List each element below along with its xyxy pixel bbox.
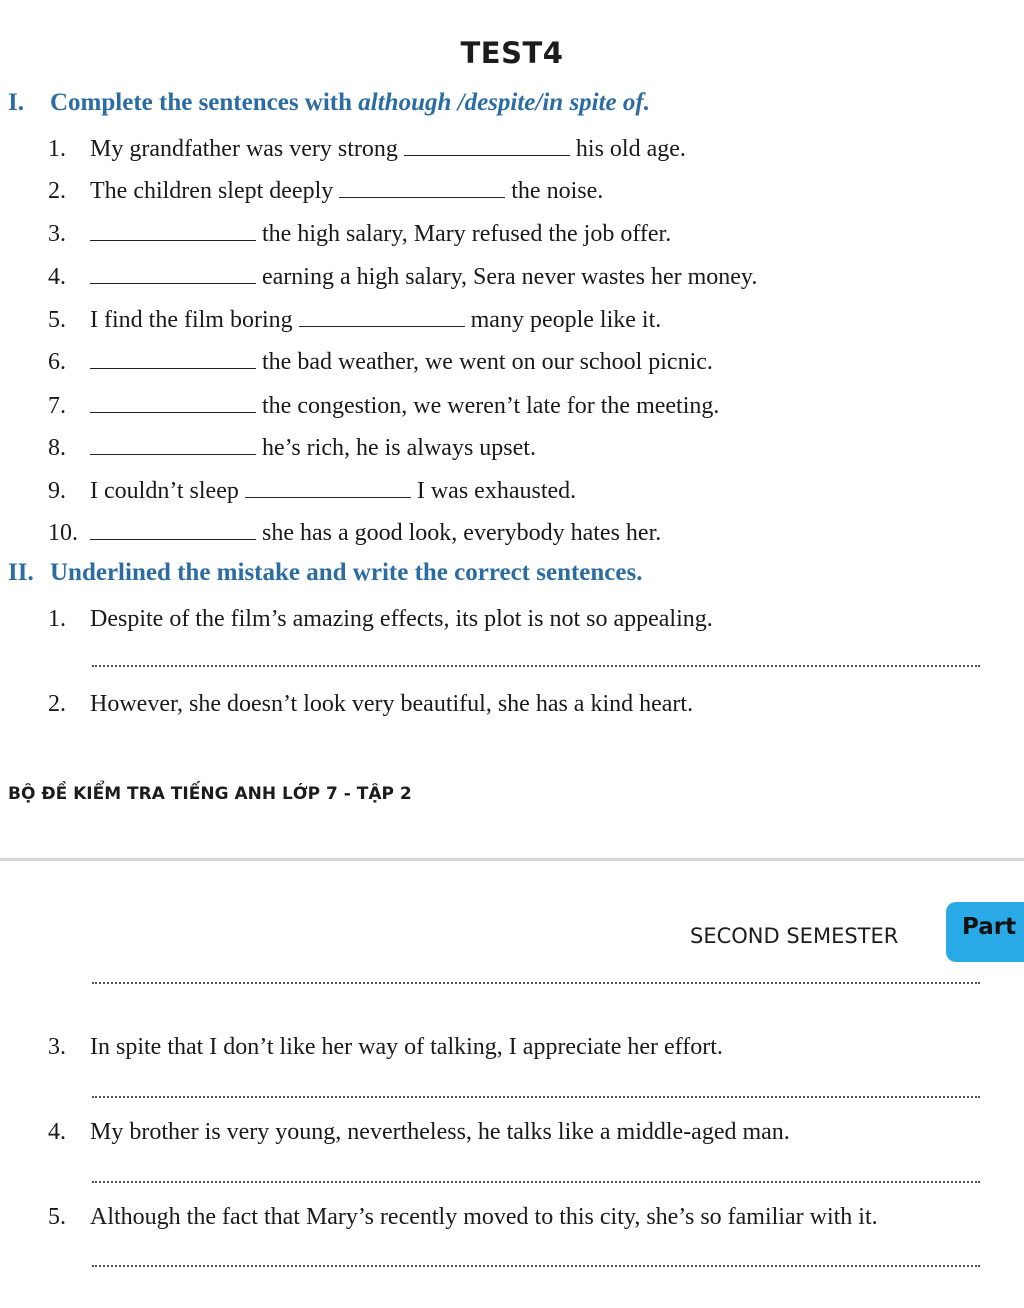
question-text-after: the congestion, we weren’t late for the meeting. xyxy=(262,393,720,419)
correction-question-5 xyxy=(48,1202,878,1232)
correction-question-4 xyxy=(48,1117,790,1147)
question-number: 9. xyxy=(48,478,66,504)
answer-blank xyxy=(90,411,256,413)
semester-header: SECOND SEMESTER xyxy=(690,924,899,948)
section-2-number: II. xyxy=(8,559,34,586)
fill-question-8 xyxy=(48,433,536,463)
question-number: 3. xyxy=(48,221,66,247)
question-number: 2. xyxy=(48,178,66,204)
page-break-divider xyxy=(0,858,1024,861)
answer-line xyxy=(92,982,980,984)
answer-line xyxy=(92,1265,980,1267)
question-text-after: his old age. xyxy=(575,136,686,162)
question-text-after: I was exhausted. xyxy=(416,478,577,504)
question-text-after: earning a high salary, Sera never wastes her money. xyxy=(262,264,758,290)
section-1-heading xyxy=(8,89,650,117)
fill-question-4 xyxy=(48,262,757,292)
question-number: 4. xyxy=(48,264,66,290)
question-number: 1. xyxy=(48,606,66,632)
question-text-before: I couldn’t sleep xyxy=(90,478,239,504)
question-text-before: I find the film boring xyxy=(90,307,293,333)
fill-question-9 xyxy=(48,476,576,506)
section-2-heading xyxy=(8,559,642,587)
answer-blank xyxy=(90,453,256,455)
question-text-after: many people like it. xyxy=(470,307,662,333)
fill-question-5 xyxy=(48,305,661,335)
question-text-before: The children slept deeply xyxy=(90,178,334,204)
answer-line xyxy=(92,1096,980,1098)
question-number: 6. xyxy=(48,349,66,375)
question-number: 4. xyxy=(48,1119,66,1145)
question-text: In spite that I don’t like her way of talking, I appreciate her effort. xyxy=(90,1034,723,1060)
test-title: TEST4 xyxy=(460,36,564,70)
answer-line xyxy=(92,1181,980,1183)
question-text-after: the noise. xyxy=(511,178,604,204)
question-number: 2. xyxy=(48,691,66,717)
correction-question-1 xyxy=(48,604,713,634)
question-number: 10. xyxy=(48,520,78,546)
question-text: However, she doesn’t look very beautiful, she has a kind heart. xyxy=(90,691,694,717)
answer-blank xyxy=(90,367,256,369)
answer-blank xyxy=(339,196,505,198)
question-number: 1. xyxy=(48,136,66,162)
correction-question-3 xyxy=(48,1032,723,1062)
answer-blank xyxy=(404,154,570,156)
fill-question-7 xyxy=(48,391,719,421)
answer-blank xyxy=(90,239,256,241)
question-text: Despite of the film’s amazing effects, its plot is not so appealing. xyxy=(90,606,713,632)
section-1-number: I. xyxy=(8,89,24,116)
section-2-heading-text: Underlined the mistake and write the correct sentences. xyxy=(50,559,643,586)
question-number: 7. xyxy=(48,393,66,419)
fill-question-6 xyxy=(48,347,713,377)
section-1-heading-lead: Complete the sentences with xyxy=(50,89,359,116)
question-number: 5. xyxy=(48,1204,66,1230)
question-text-after: the bad weather, we went on our school picnic. xyxy=(262,349,713,375)
fill-question-1 xyxy=(48,134,686,164)
question-number: 8. xyxy=(48,435,66,461)
question-number: 3. xyxy=(48,1034,66,1060)
answer-blank xyxy=(299,325,465,327)
correction-question-2 xyxy=(48,689,693,719)
answer-blank xyxy=(90,538,256,540)
answer-blank xyxy=(245,496,411,498)
part-tab: Part xyxy=(946,902,1024,962)
question-number: 5. xyxy=(48,307,66,333)
section-1-heading-emphasis: although /despite/in spite of. xyxy=(358,89,650,116)
question-text-after: she has a good look, everybody hates her. xyxy=(262,520,662,546)
question-text: Although the fact that Mary’s recently moved to this city, she’s so familiar with it. xyxy=(90,1204,878,1230)
book-title-footer: BỘ ĐỀ KIỂM TRA TIẾNG ANH LỚP 7 - TẬP 2 xyxy=(8,784,412,804)
fill-question-2 xyxy=(48,176,603,206)
answer-line xyxy=(92,665,980,667)
question-text-after: the high salary, Mary refused the job offer. xyxy=(262,221,672,247)
fill-question-3 xyxy=(48,219,671,249)
question-text-before: My grandfather was very strong xyxy=(90,136,398,162)
fill-question-10 xyxy=(48,518,661,548)
answer-blank xyxy=(90,282,256,284)
question-text: My brother is very young, nevertheless, he talks like a middle-aged man. xyxy=(90,1119,790,1145)
question-text-after: he’s rich, he is always upset. xyxy=(262,435,536,461)
